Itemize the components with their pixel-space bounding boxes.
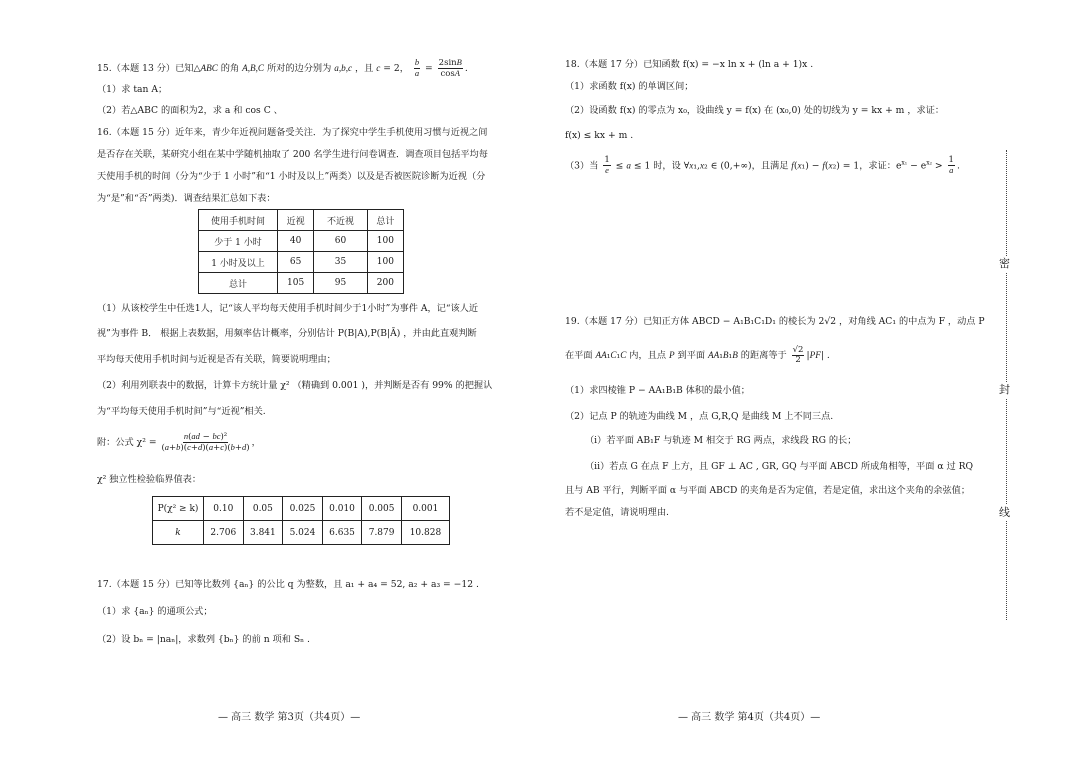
q19-part2-ii-a: （ii）若点 G 在点 F 上方，且 GF ⊥ AC , GR, GQ 与平面 ABCD 所成角相等，平面 α 过 RQ [585,461,974,472]
binding-label-mi: 密 [999,257,1010,270]
table-cell: 5.024 [283,521,323,545]
q16-line2: 是否存在关联，某研究小组在某中学随机抽取了 200 名学生进行问卷调查．调查项目包括平均每 [97,149,488,160]
q17-head: 17.（本题 15 分）已知等比数列 {aₙ} 的公比 q 为整数，且 a₁ + a₄ = 52, a₂ + a₃ = −12 . [97,579,479,590]
q16-line4: 为“是”和“否”两类)．调查结果汇总如下表： [97,193,276,204]
q18-part3: （3）当 $\frac{1}{e}$ ≤ a ≤ 1 时，设 ∀x₁,x₂ ∈ (0,+∞)，且满足 f(x₁) − f(x₂) = 1，求证：$e^{x_1} - e^{x_2}$ > $\frac{1}{a}$ . [565,155,960,175]
table-cell: 6.635 [322,521,362,545]
chi-square-formula: 附：公式 χ² = $\frac{\text{n(ad − bc)²}}{(a+b)(c+d)(a+c)(b+d)}$ ， [97,431,261,453]
q16-part1-b: 视”为事件 B． 根据上表数据，用频率估计概率，分别估计 P(B|A),P(B|Ā) ，并由此直观判断 [97,328,477,339]
binding-label-feng: 封 [999,383,1010,396]
table-cell: 3.841 [243,521,283,545]
table-cell: 总计 [199,273,278,294]
table-cell: 0.001 [401,497,449,521]
table-cell: 60 [314,231,367,252]
table-cell: 200 [367,273,403,294]
q19-part1: （1）求四棱锥 P − AA₁B₁B 体积的最小值； [565,385,750,396]
q17-part1: （1）求 {aₙ} 的通项公式； [97,606,213,617]
q18-part1: （1）求函数 f(x) 的单调区间； [565,81,694,92]
survey-table [198,209,404,294]
q16-line3: 天使用手机的时间（分为“少于 1 小时”和“1 小时及以上”两类）以及是否被医院诊断为近视（分 [97,171,486,182]
table-row [199,273,404,294]
q19-part2-ii-c: 若不是定值，请说明理由. [565,507,669,518]
table-cell: 10.828 [401,521,449,545]
q15-part1: （1）求 tan A； [97,84,168,95]
q19-part2-i: （i）若平面 AB₁F 与轨迹 M 相交于 RG 两点，求线段 RG 的长； [585,435,857,446]
table-cell: 2.706 [204,521,244,545]
table-header: 使用手机时间 [199,210,278,231]
q15-part2: （2）若△ABC 的面积为2，求 a 和 cos C 、 [97,105,283,116]
table-cell: 100 [367,231,403,252]
table-cell: 0.05 [243,497,283,521]
table-row [199,252,404,273]
table-cell: 0.005 [362,497,402,521]
table-header: 不近视 [314,210,367,231]
q19-part2: （2）记点 P 的轨迹为曲线 M ，点 G,R,Q 是曲线 M 上不同三点. [565,411,834,422]
q16-part1-c: 平均每天使用手机时间与近视是否有关联，简要说明理由； [97,354,336,365]
page-footer-left: — 高三 数学 第3页（共4页）— [218,712,361,723]
table-cell: 65 [278,252,314,273]
q19-line2: 在平面 AA₁C₁C 内，且点 P 到平面 AA₁B₁B 的距离等于 $\frac{√2}{2}$ |PF| . [565,345,830,365]
critical-value-table [152,496,450,545]
table-header: P(χ² ≥ k) [153,497,204,521]
table-cell: 105 [278,273,314,294]
table-cell: 7.879 [362,521,402,545]
q18-part2-a: （2）设函数 f(x) 的零点为 x₀，设曲线 y = f(x) 在 (x₀,0) 处的切线为 y = kx + m ，求证： [565,105,945,116]
table-header: 总计 [367,210,403,231]
table-cell: 40 [278,231,314,252]
table-cell: 35 [314,252,367,273]
page-footer-right: — 高三 数学 第4页（共4页）— [678,712,821,723]
table-row [153,497,450,521]
binding-label-xian: 线 [999,506,1010,519]
q18-part2-b: f(x) ≤ kx + m . [565,130,634,141]
table-header: k [153,521,204,545]
q16-part2-a: （2）利用列联表中的数据，计算卡方统计量 χ² （精确到 0.001 )，并判断是否有 99% 的把握认 [97,380,493,391]
q15-head: 15.（本题 13 分）已知△ABC 的角 A,B,C 所对的边分别为 a,b,c ，且 c = 2， $\frac{b}{a}$ = $\frac{2\sin B}{\cos A}$ . [97,57,468,79]
table-cell: 100 [367,252,403,273]
table-cell: 95 [314,273,367,294]
table-row [199,231,404,252]
table-cell: 0.025 [283,497,323,521]
critical-table-label: χ² 独立性检验临界值表： [97,474,202,485]
table-cell: 0.010 [322,497,362,521]
q19-part2-ii-b: 且与 AB 平行，判断平面 α 与平面 ABCD 的夹角是否为定值，若是定值，求出这个夹角的余弦值； [565,485,971,496]
table-cell: 少于 1 小时 [199,231,278,252]
q17-part2: （2）设 bₙ = |naₙ|，求数列 {bₙ} 的前 n 项和 Sₙ . [97,634,310,645]
table-cell: 0.10 [204,497,244,521]
q16-part1-a: （1）从该校学生中任选1人，记“该人平均每天使用手机时间少于1小时”为事件 A，记“该人近 [97,303,479,314]
q18-head: 18.（本题 17 分）已知函数 f(x) = −x ln x + (ln a + 1)x . [565,59,814,70]
q19-line1: 19.（本题 17 分）已知正方体 ABCD − A₁B₁C₁D₁ 的棱长为 2√2 ，对角线 AC₁ 的中点为 F ，动点 P [565,316,985,327]
table-row [199,210,404,231]
q16-part2-b: 为“平均每天使用手机时间”与“近视”相关. [97,406,266,417]
table-row [153,521,450,545]
table-header: 近视 [278,210,314,231]
q16-line1: 16.（本题 15 分）近年来，青少年近视问题备受关注．为了探究中学生手机使用习惯与近视之间 [97,127,488,138]
table-cell: 1 小时及以上 [199,252,278,273]
